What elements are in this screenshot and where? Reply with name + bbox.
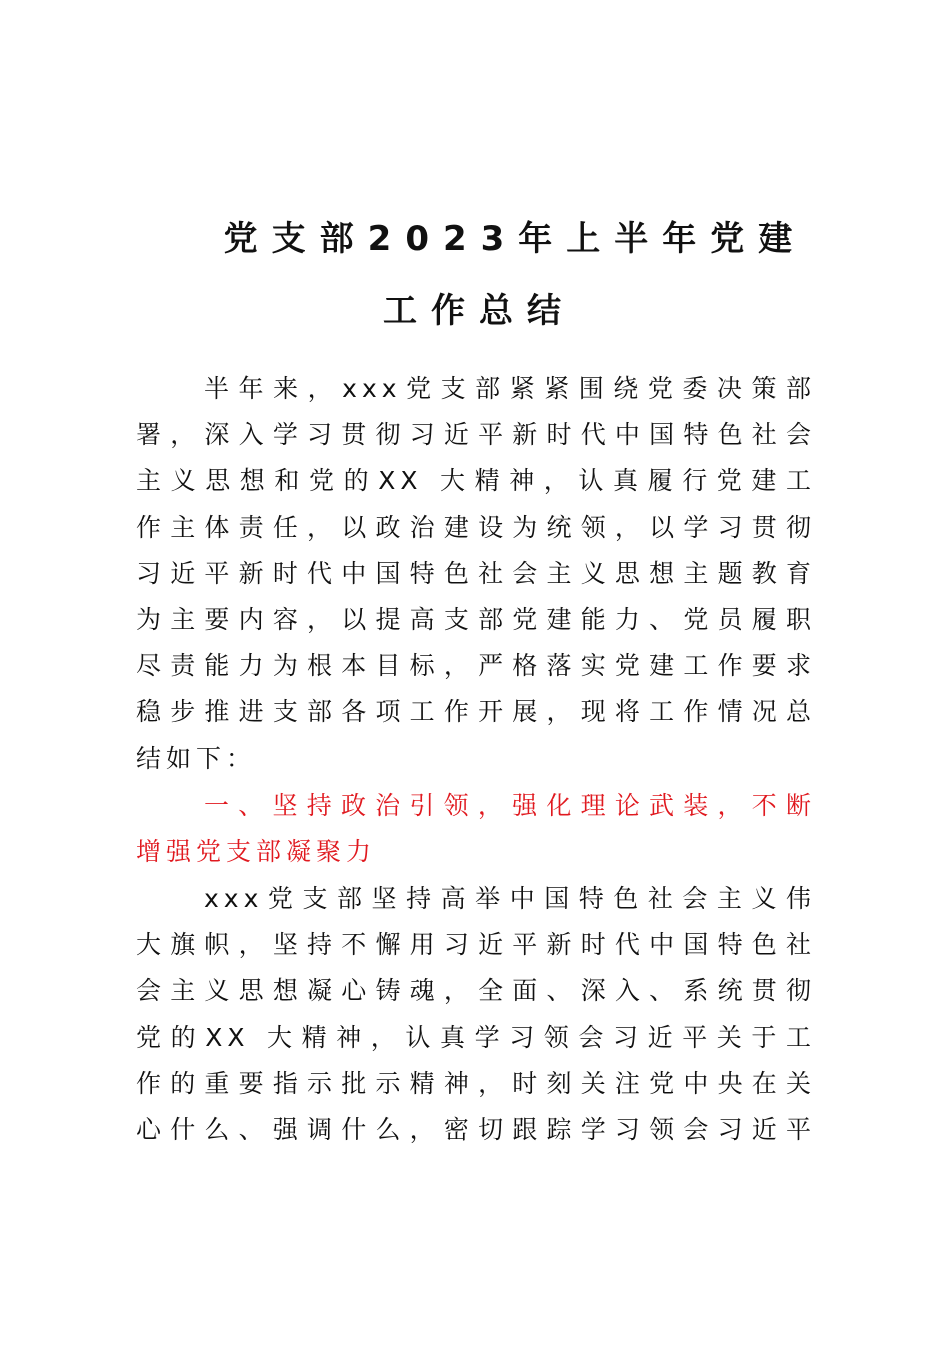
text-line: 为主要内容，以提高支部党建能力、党员履职 bbox=[136, 605, 816, 635]
text-line: 会主义思想凝心铸魂，全面、深入、系统贯彻 bbox=[136, 976, 816, 1006]
section-1-heading bbox=[136, 783, 816, 875]
text-line: xxx党支部坚持高举中国特色社会主义伟 bbox=[204, 884, 816, 913]
text-line: 署，深入学习贯彻习近平新时代中国特色社会 bbox=[136, 420, 816, 450]
text-line: 习近平新时代中国特色社会主义思想主题教育 bbox=[136, 558, 816, 588]
intro-paragraph bbox=[136, 366, 816, 782]
text-line: 尽责能力为根本目标，严格落实党建工作要求 bbox=[136, 651, 816, 681]
document-title-line-2: 工作总结 bbox=[383, 291, 575, 331]
document-title-line-1: 党支部2023年上半年党建 bbox=[223, 219, 807, 259]
text-line: 心什么、强调什么，密切跟踪学习领会习近平 bbox=[136, 1115, 816, 1145]
text-line: 党的XX 大精神，认真学习领会习近平关于工 bbox=[136, 1022, 816, 1052]
text-line: 作的重要指示批示精神，时刻关注党中央在关 bbox=[136, 1068, 816, 1098]
text-line: 主义思想和党的XX 大精神，认真履行党建工 bbox=[136, 466, 816, 496]
text-line: 稳步推进支部各项工作开展，现将工作情况总 bbox=[136, 697, 816, 727]
text-line: 半年来，xxx党支部紧紧围绕党委决策部 bbox=[204, 374, 816, 403]
text-line: 作主体责任，以政治建设为统领，以学习贯彻 bbox=[136, 512, 816, 542]
section-1-paragraph bbox=[136, 876, 816, 1153]
heading-line: 增强党支部凝聚力 bbox=[136, 837, 377, 867]
text-line: 大旗帜，坚持不懈用习近平新时代中国特色社 bbox=[136, 930, 816, 960]
text-line: 结如下： bbox=[136, 743, 257, 773]
heading-line: 一、坚持政治引领，强化理论武装，不断 bbox=[204, 791, 816, 820]
